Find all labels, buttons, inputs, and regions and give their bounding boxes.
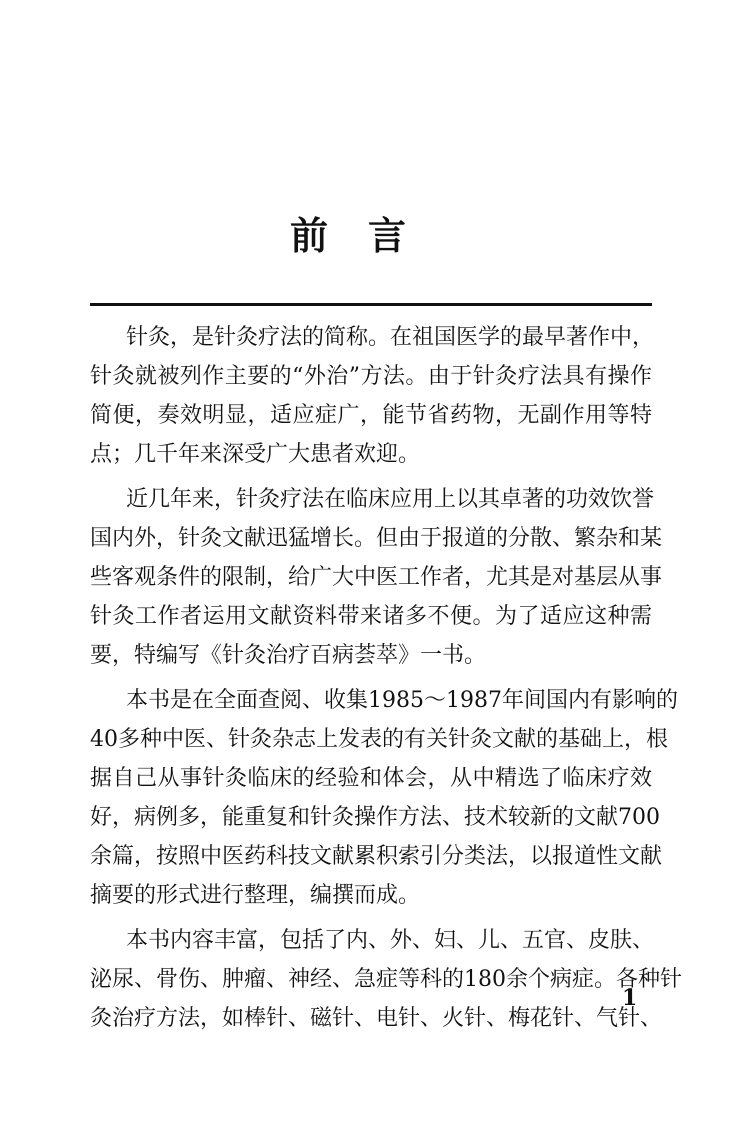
text-line: 泌尿、骨伤、肿瘤、神经、急症等科的180余个病症。各种针 bbox=[90, 967, 682, 992]
text-line: 摘要的形式进行整理，编撰而成。 bbox=[90, 883, 421, 908]
text-line: 本书是在全面查阅、收集1985～1987年间国内有影响的 bbox=[126, 688, 678, 713]
text-line: 点；几千年来深受广大患者欢迎。 bbox=[90, 442, 421, 467]
text-line: 据自己从事针灸临床的经验和体会，从中精选了临床疗效 bbox=[90, 766, 652, 791]
text-line: 针灸工作者运用文献资料带来诸多不便。为了适应这种需 bbox=[90, 604, 652, 629]
paragraph-4 bbox=[90, 921, 682, 1038]
text-line: 余篇，按照中医药科技文献累积索引分类法，以报道性文献 bbox=[90, 844, 663, 869]
text-line: 国内外，针灸文献迅猛增长。但由于报道的分散、繁杂和某 bbox=[90, 526, 663, 551]
text-line: 简便，奏效明显，适应症广，能节省药物，无副作用等特 bbox=[90, 403, 652, 428]
text-line: 针灸，是针灸疗法的简称。在祖国医学的最早著作中， bbox=[126, 325, 655, 350]
text-line: 要，特编写《针灸治疗百病荟萃》一书。 bbox=[90, 643, 487, 668]
text-line: 近几年来，针灸疗法在临床应用上以其卓著的功效饮誉 bbox=[126, 487, 655, 512]
paragraph-3 bbox=[90, 681, 678, 915]
text-line: 好，病例多，能重复和针灸操作方法、技术较新的文献700 bbox=[90, 805, 660, 830]
text-line: 些客观条件的限制，给广大中医工作者，尤其是对基层从事 bbox=[90, 565, 663, 590]
preface-body bbox=[90, 318, 682, 1044]
text-line: 本书内容丰富，包括了内、外、妇、儿、五官、皮肤、 bbox=[126, 928, 655, 953]
page-title bbox=[0, 205, 736, 260]
text-line: 40多种中医、针灸杂志上发表的有关针灸文献的基础上，根 bbox=[90, 727, 668, 752]
page-number: 1 bbox=[622, 985, 638, 1011]
text-line: 灸治疗方法，如棒针、磁针、电针、火针、梅花针、气针、 bbox=[90, 1006, 663, 1031]
text-line: 针灸就被列作主要的“外治”方法。由于针灸疗法具有操作 bbox=[90, 364, 652, 389]
title-divider bbox=[90, 303, 652, 306]
paragraph-2 bbox=[90, 480, 663, 675]
title-char: 言 bbox=[368, 213, 447, 258]
title-char: 前 bbox=[289, 213, 368, 258]
paragraph-1 bbox=[90, 318, 655, 474]
